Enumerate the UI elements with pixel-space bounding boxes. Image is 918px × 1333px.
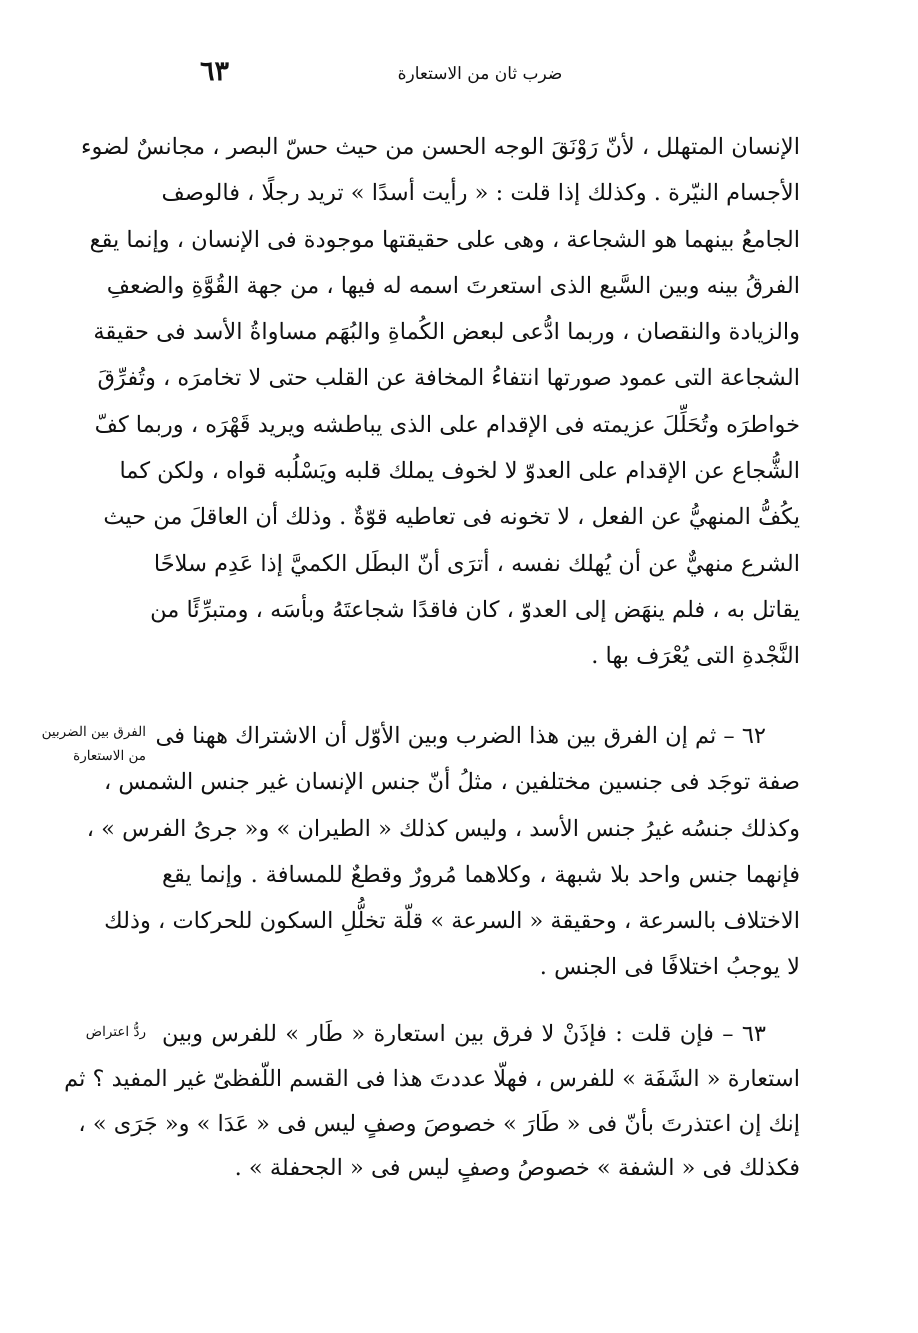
text-line: الجامعُ بينهما هو الشجاعة ، وهى على حقيقتها موجودة فى الإنسان ، وإنما يقع (89, 226, 800, 253)
text-line: الإنسان المتهلل ، لأنّ رَوْنَقَ الوجه الحسن من حيث حسّ البصر ، مجانسٌ لضوء (80, 134, 800, 160)
paragraph-continued (80, 124, 800, 680)
margin-note (28, 1020, 146, 1044)
text-line: الشُّجاع عن الإقدام على العدوّ لا لخوف يملك قلبه ويَسْلُبه قواه ، ولكن كما (119, 458, 800, 485)
page-header (160, 56, 800, 96)
text-line: وكذلك جنسُه غيرُ جنس الأسد ، وليس كذلك « الطيران » و« جرىُ الفرس » ، (86, 815, 800, 842)
text-line: استعارة « الشَفَة » للفرس ، فهلّا عددتَ هذا فى القسم اللّفظىّ غير المفيد ؟ ثم (64, 1065, 800, 1092)
text-line: الشجاعة التى عمود صورتها انتفاءُ المخافة عن القلب حتى لا تخامرَه ، وتُفرِّقَ (97, 365, 800, 392)
text-line: يكُفُّ المنهيُّ عن الفعل ، لا تخونه فى تعاطيه قوّةٌ . وذلك أن العاقلَ من حيث (103, 504, 800, 531)
text-line: لا يوجبُ اختلافًا فى الجنس . (539, 954, 800, 981)
margin-note-line: ردُّ اعتراض (85, 1024, 146, 1040)
text-line: والزيادة والنقصان ، وربما ادُّعى لبعض الكُماةِ والبُهَم مساواةُ الأسد فى حقيقة (93, 319, 800, 346)
text-line: خواطرَه وتُحَلِّلَ عزيمته فى الإقدام على الذى يباطشه ويريد قَهْرَه ، وربما كفّ (94, 411, 800, 438)
text-line: يقاتل به ، فلم ينهَض إلى العدوّ ، كان فاقدًا شجاعتَهُ وبأسَه ، ومتبرِّئًا من (150, 596, 800, 623)
text-line: فإنهما جنس واحد بلا شبهة ، وكلاهما مُرورٌ وقطعٌ للمسافة . وإنما يقع (162, 861, 800, 888)
text-line: الفرقُ بينه وبين السَّبع الذى استعرتَ اسمه له فيها ، من جهة القُوَّةِ والضعفِ (106, 272, 800, 299)
running-title: ضرب ثان من الاستعارة (397, 64, 563, 84)
text-line: صفة توجَد فى جنسين مختلفين ، مثلُ أنّ جنس الإنسان غير جنس الشمس ، (103, 769, 800, 796)
margin-note-line: الفرق بين الضربين (41, 724, 146, 740)
text-line: إنك إن اعتذرتَ بأنّ فى « طَارَ » خصوصَ وصفٍ ليس فى « عَدَا » و« جَرَى » ، (78, 1110, 800, 1137)
margin-note-line: من الاستعارة (73, 748, 146, 764)
margin-note (28, 720, 146, 768)
text-line: الشرع منهيٌّ عن أن يُهلك نفسه ، أترَى أنّ البطَل الكميَّ إذا عَدِم سلاحًا (153, 550, 800, 577)
text-line: ٦٢ – ثم إن الفرق بين هذا الضرب وبين الأوّل أن الاشتراك ههنا فى (155, 723, 766, 749)
text-line: الاختلاف بالسرعة ، وحقيقة « السرعة » قلّة تخلُّلِ السكون للحركات ، وذلك (104, 908, 800, 935)
text-line: ٦٣ – فإن قلت : فإذَنْ لا فرق بين استعارة « طَار » للفرس وبين (162, 1021, 766, 1047)
text-line: النَّجْدةِ التى يُعْرَف بها . (591, 643, 800, 670)
text-line: الأجسام النيّرة . وكذلك إذا قلت : « رأيت أسدًا » تريد رجلًا ، فالوصف (161, 180, 800, 207)
page-number: ٦٣ (200, 56, 230, 87)
text-line: فكذلك فى « الشفة » خصوصُ وصفٍ ليس فى « الجحفلة » . (234, 1155, 800, 1182)
